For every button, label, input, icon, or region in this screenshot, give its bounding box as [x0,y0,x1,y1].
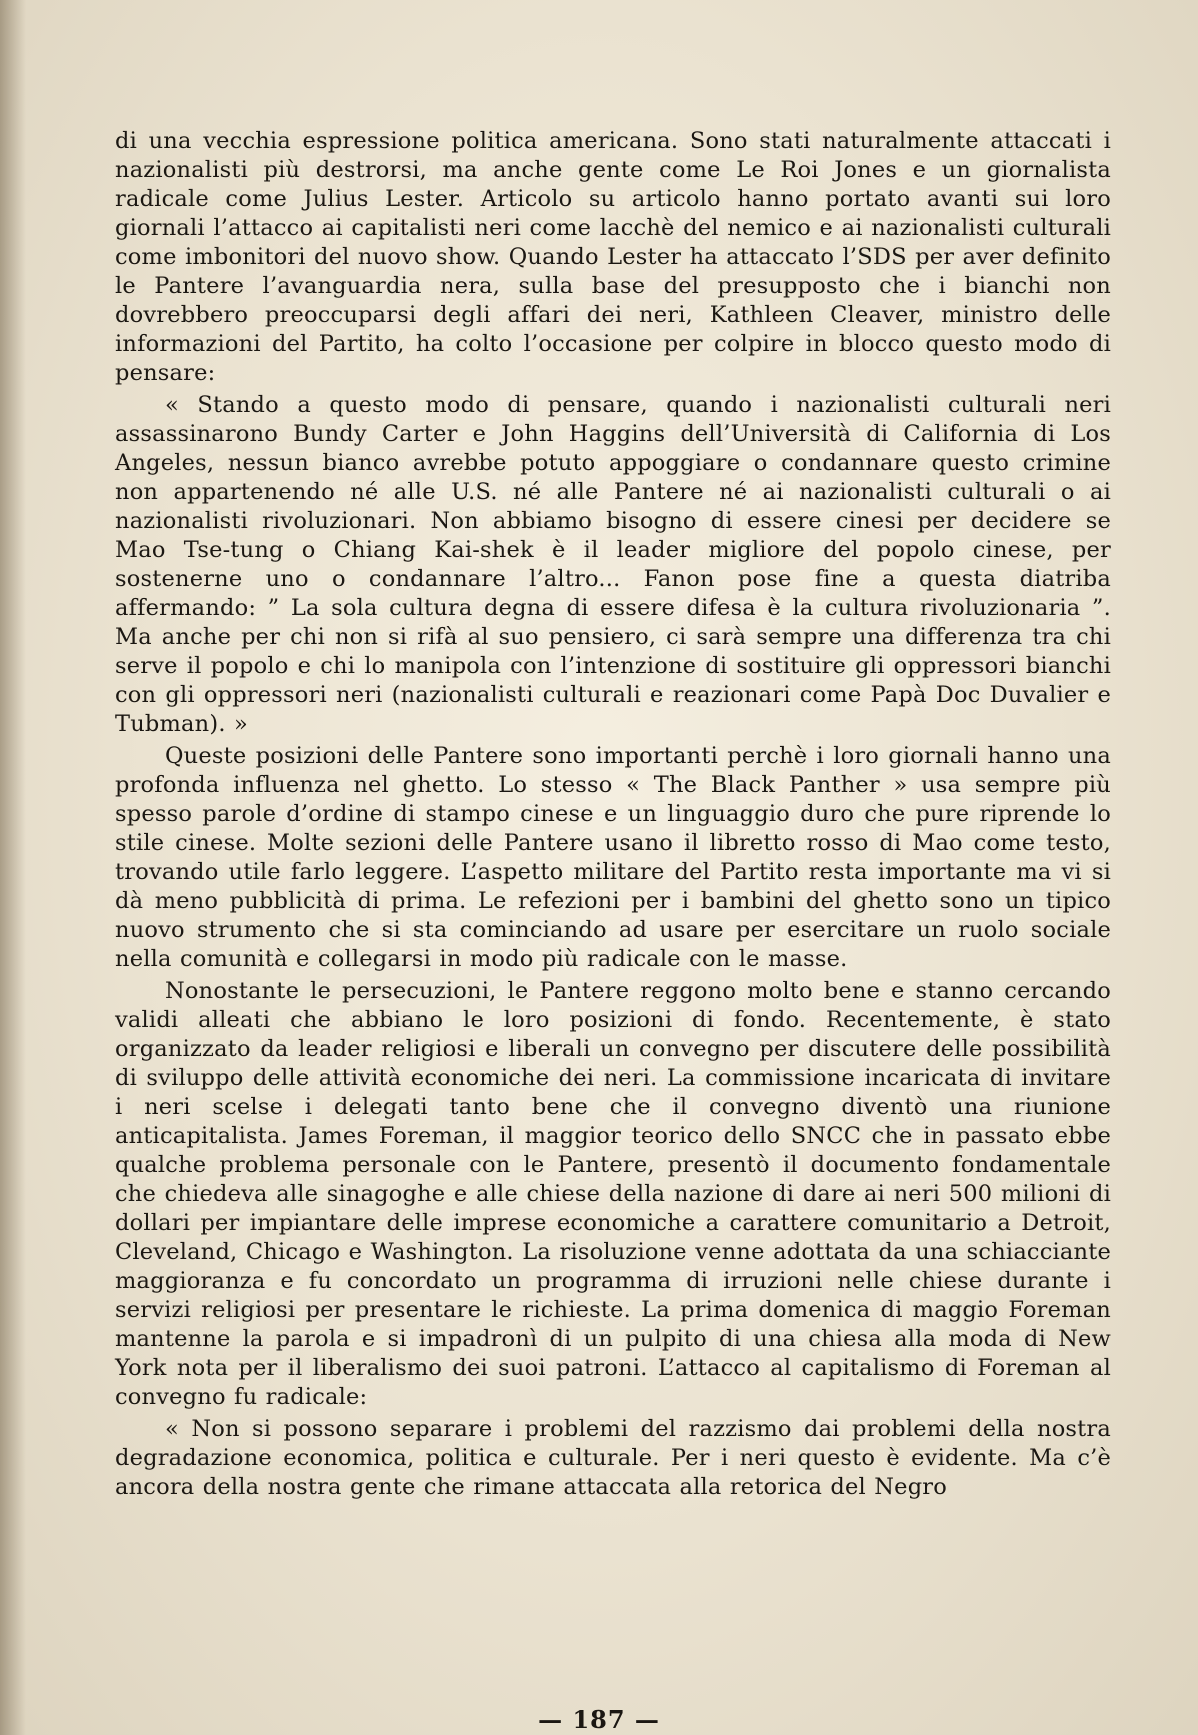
paragraph-2-quote-cleaver: « Stando a questo modo di pensare, quando i nazionalisti culturali neri assassinarono Bundy Carter e John Haggins dell’Università di California di Los Angeles, nessun bianco avrebbe potuto appoggiare o condannare questo crimine non appartenendo né alle U.S. né alle Pantere né ai nazionalisti culturali o ai nazionalisti rivoluzionari. Non abbiamo bisogno di essere cinesi per decidere se Mao Tse-tung o Chiang Kai-shek è il leader migliore del popolo cinese, per sostenerne uno o condannare l’altro... Fanon pose fine a questa diatriba affermando: ” La sola cultura degna di essere difesa è la cultura rivoluzionaria ”. Ma anche per chi non si rifà al suo pensiero, ci sarà sempre una differenza tra chi serve il popolo e chi lo manipola con l’intenzione di sostituire gli oppressori bianchi con gli oppressori neri (nazionalisti culturali e reazionari come Papà Doc Duvalier e Tubman). » [115,392,1111,737]
page-number: — 187 — [538,1705,660,1734]
paragraph-3: Queste posizioni delle Pantere sono importanti perchè i loro giornali hanno una profonda influenza nel ghetto. Lo stesso « The Black Panther » usa sempre più spesso parole d’ordine di stampo cinese e un linguaggio duro che pure riprende lo stile cinese. Molte sezioni delle Pantere usano il libretto rosso di Mao come testo, trovando utile farlo leggere. L’aspetto militare del Partito resta importante ma vi si dà meno pubblicità di prima. Le refezioni per i bambini del ghetto sono un tipico nuovo strumento che si sta cominciando ad usare per esercitare un ruolo sociale nella comunità e collegarsi in modo più radicale con le masse. [115,743,1111,972]
paragraph-1: di una vecchia espressione politica americana. Sono stati naturalmente attaccati i nazionalisti più destrorsi, ma anche gente come Le Roi Jones e un giornalista radicale come Julius Lester. Articolo su articolo hanno portato avanti sui loro giornali l’attacco ai capitalisti neri come lacchè del nemico e ai nazionalisti culturali come imbonitori del nuovo show. Quando Lester ha attaccato l’SDS per aver definito le Pantere l’avanguardia nera, sulla base del presupposto che i bianchi non dovrebbero preoccuparsi degli affari dei neri, Kathleen Cleaver, ministro delle informazioni del Partito, ha colto l’occasione per colpire in blocco questo modo di pensare: [115,128,1111,386]
page-spine-shadow [0,0,26,1735]
paragraph-4: Nonostante le persecuzioni, le Pantere reggono molto bene e stanno cercando validi alleati che abbiano le loro posizioni di fondo. Recentemente, è stato organizzato da leader religiosi e liberali un convegno per discutere delle possibilità di sviluppo delle attività economiche dei neri. La commissione incaricata di invitare i neri scelse i delegati tanto bene che il convegno diventò una riunione anticapitalista. James Foreman, il maggior teorico dello SNCC che in passato ebbe qualche problema personale con le Pantere, presentò il documento fondamentale che chiedeva alle sinagoghe e alle chiese della nazione di dare ai neri 500 milioni di dollari per impiantare delle imprese economiche a carattere comunitario a Detroit, Cleveland, Chicago e Washington. La risoluzione venne adottata da una schiacciante maggioranza e fu concordato un programma di irruzioni nelle chiese durante i servizi religiosi per presentare le richieste. La prima domenica di maggio Foreman mantenne la parola e si impadronì di un pulpito di una chiesa alla moda di New York nota per il liberalismo dei suoi patroni. L’attacco al capitalismo di Foreman al convegno fu radicale: [115,978,1111,1410]
paragraph-5-quote-foreman: « Non si possono separare i problemi del razzismo dai problemi della nostra degradazione economica, politica e culturale. Per i neri questo è evidente. Ma c’è ancora della nostra gente che rimane attaccata alla retorica del Negro [115,1416,1111,1500]
book-page-body [115,127,1111,1502]
